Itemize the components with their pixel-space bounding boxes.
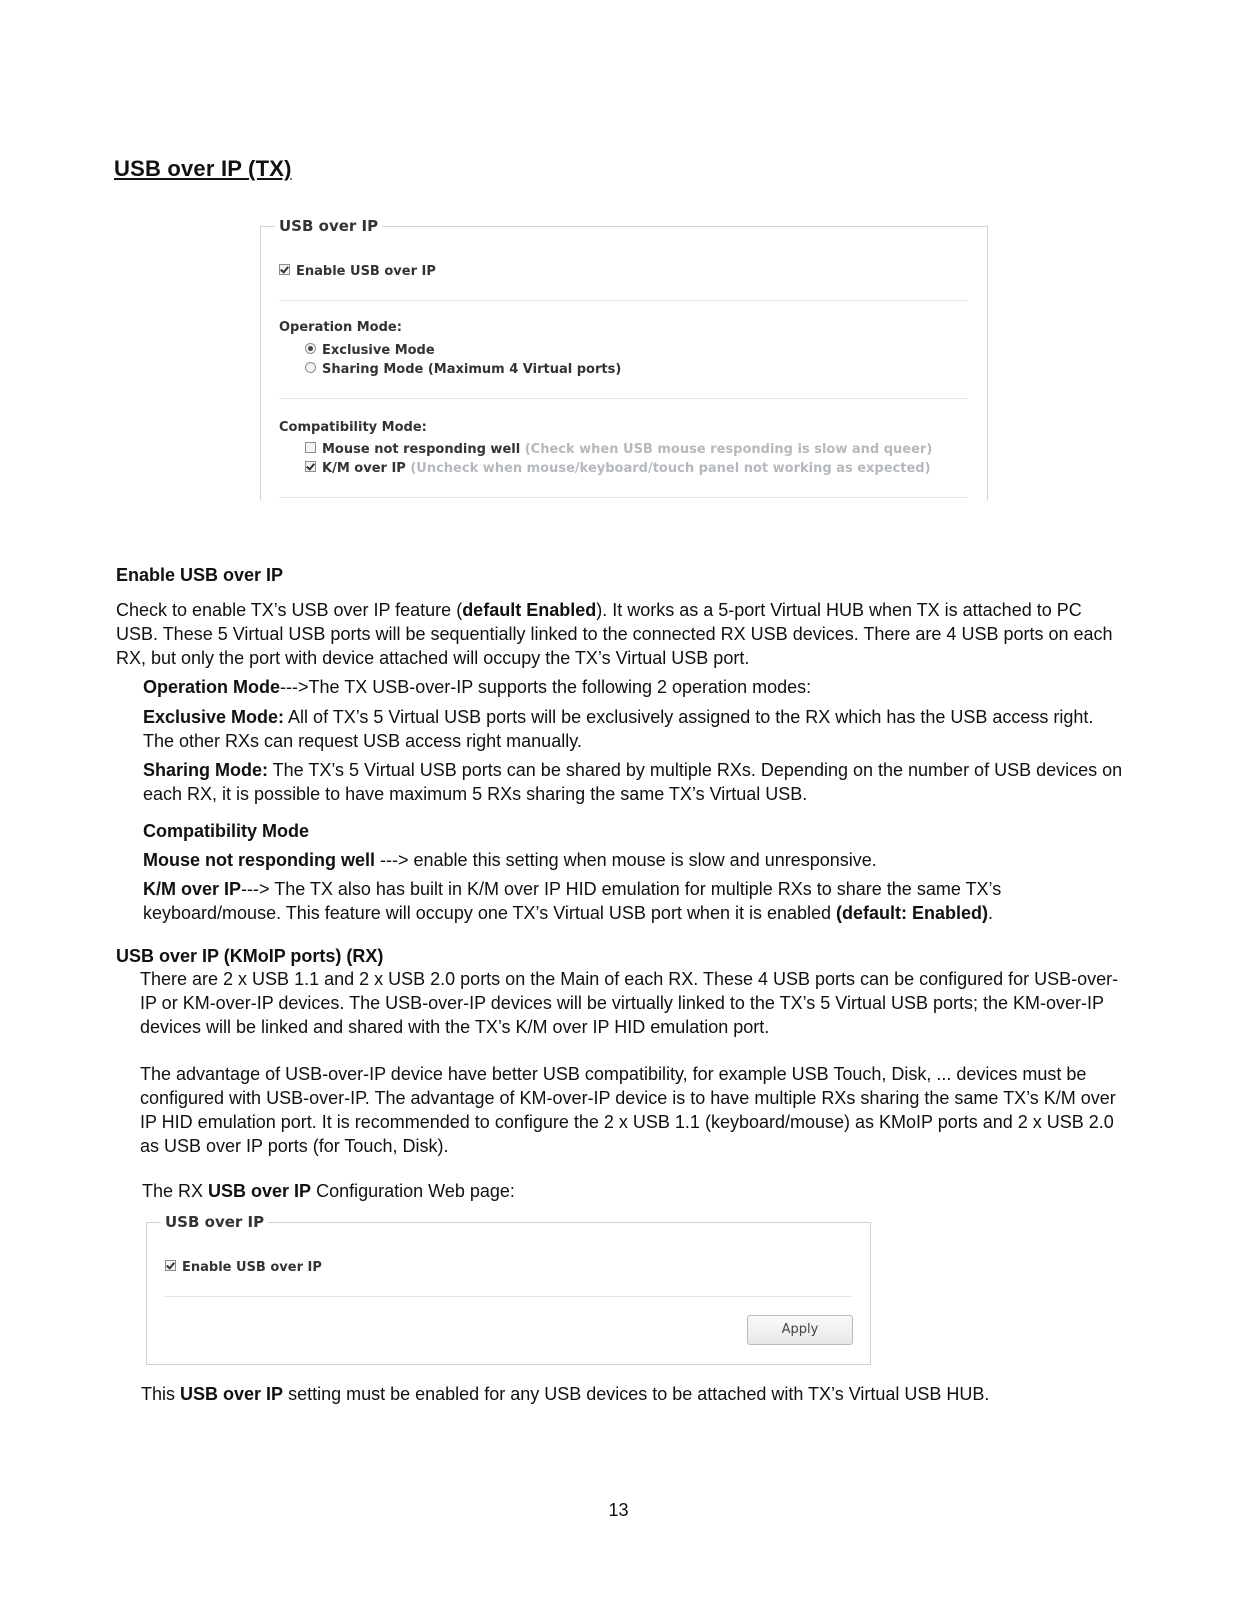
sharing-mode-radio[interactable]	[305, 362, 316, 373]
text: .	[988, 903, 994, 923]
text: All of TX’s 5 Virtual USB ports will be exclusively assigned to the RX which has the USB access right. The other RXs can request USB access right manually.	[143, 707, 1094, 751]
rx-paragraph-2: The advantage of USB-over-IP device have better USB compatibility, for example USB Touch, Disk, ... devices must be configured with USB-over-IP. The advantage of KM-over-IP device is to have multiple RXs sharing the same TX’s K/M over IP HID emulation port. It is recommended to configure the 2 x USB 1.1 (keyboard/mouse) as KMoIP ports and 2 x USB 2.0 as USB over IP ports (for Touch, Disk).	[140, 1064, 1116, 1156]
text-bold: default Enabled	[462, 600, 597, 620]
divider	[279, 398, 967, 399]
page-title: USB over IP (TX)	[114, 156, 292, 181]
km-over-ip-checkbox[interactable]	[305, 461, 316, 472]
mouse-option[interactable]	[305, 442, 932, 457]
text: setting must be enabled for any USB devices to be attached with TX’s Virtual USB HUB.	[283, 1384, 990, 1404]
text-bold: Exclusive Mode:	[143, 707, 285, 727]
rx-usb-over-ip-panel	[146, 1213, 871, 1365]
rx-heading: USB over IP (KMoIP ports) (RX)	[116, 946, 384, 966]
mouse-not-responding-checkbox[interactable]	[305, 442, 316, 453]
exclusive-mode-paragraph	[143, 705, 1103, 753]
text: ). It works as a 5-port Virtual HUB when TX is attached to PC USB. These 5 Virtual USB ports will be sequentially linked to the connected RX USB devices. There are 4 USB ports on each RX, but only the port with device attached will occupy the TX’s Virtual USB port.	[116, 600, 1113, 668]
sharing-mode-option[interactable]	[305, 362, 621, 377]
km-paragraph	[143, 877, 1123, 925]
tx-enable-checkbox[interactable]	[279, 264, 290, 275]
text: The TX’s 5 Virtual USB ports can be shared by multiple RXs. Depending on the number of USB devices on each RX, it is possible to have maximum 5 RXs sharing the same TX’s Virtual USB.	[143, 760, 1123, 804]
exclusive-mode-radio[interactable]	[305, 343, 316, 354]
text: ---> enable this setting when mouse is slow and unresponsive.	[375, 850, 877, 870]
km-over-ip-label: K/M over IP	[322, 461, 406, 476]
compatibility-heading: Compatibility Mode	[143, 821, 309, 841]
rx-enable-label: Enable USB over IP	[182, 1260, 322, 1275]
text: This	[141, 1384, 181, 1404]
divider	[279, 497, 967, 498]
mouse-option-label: Mouse not responding well	[322, 442, 521, 457]
operation-mode-title: Operation Mode:	[279, 320, 402, 335]
tx-enable-label: Enable USB over IP	[296, 264, 436, 279]
exclusive-mode-label: Exclusive Mode	[322, 343, 435, 358]
divider	[165, 1296, 851, 1297]
operation-mode-line	[143, 675, 1123, 699]
rx-paragraph-1: There are 2 x USB 1.1 and 2 x USB 2.0 ports on the Main of each RX. These 4 USB ports can be configured for USB-over-IP or KM-over-IP devices. The USB-over-IP devices will be virtually linked to the TX’s 5 Virtual USB ports; the KM-over-IP devices will be linked and shared with the TX’s K/M over IP HID emulation port.	[140, 969, 1119, 1037]
apply-button[interactable]: Apply	[747, 1315, 853, 1345]
sharing-mode-label: Sharing Mode (Maximum 4 Virtual ports)	[322, 362, 622, 377]
text: --->The TX USB-over-IP supports the following 2 operation modes:	[280, 677, 812, 697]
page-number: 13	[608, 1500, 629, 1520]
text-bold: Operation Mode	[143, 677, 281, 697]
rx-note	[141, 1382, 1141, 1406]
rx-panel-legend: USB over IP	[161, 1213, 268, 1231]
text-bold: Sharing Mode:	[143, 760, 268, 780]
mouse-paragraph	[143, 848, 1103, 872]
compatibility-mode-title: Compatibility Mode:	[279, 420, 427, 435]
rx-enable-row[interactable]	[165, 1260, 322, 1275]
text: ---> The TX also has built in K/M over IP HID emulation for multiple RXs to share the same TX’s keyboard/mouse. This feature will occupy one TX’s Virtual USB port when it is enabled	[143, 879, 1002, 923]
text: The RX	[142, 1181, 209, 1201]
enable-heading: Enable USB over IP	[116, 565, 284, 585]
divider	[279, 300, 967, 301]
rx-enable-checkbox[interactable]	[165, 1260, 176, 1271]
sharing-mode-paragraph	[143, 758, 1128, 806]
km-over-ip-option[interactable]	[305, 461, 931, 476]
exclusive-mode-option[interactable]	[305, 343, 435, 358]
mouse-option-hint: (Check when USB mouse responding is slow and queer)	[524, 442, 933, 457]
text-bold: K/M over IP	[143, 879, 242, 899]
tx-enable-row[interactable]	[279, 264, 436, 279]
tx-usb-over-ip-panel	[260, 217, 988, 500]
tx-panel-legend: USB over IP	[275, 217, 382, 235]
text-bold: USB over IP	[208, 1181, 312, 1201]
rx-config-caption	[142, 1179, 1042, 1203]
text-bold: USB over IP	[180, 1384, 284, 1404]
text: Check to enable TX’s USB over IP feature (	[116, 600, 463, 620]
text-bold: Mouse not responding well	[143, 850, 376, 870]
text: Configuration Web page:	[311, 1181, 515, 1201]
text-bold: (default: Enabled)	[836, 903, 989, 923]
km-over-ip-hint: (Uncheck when mouse/keyboard/touch panel not working as expected)	[410, 461, 931, 476]
enable-paragraph	[116, 598, 1128, 670]
